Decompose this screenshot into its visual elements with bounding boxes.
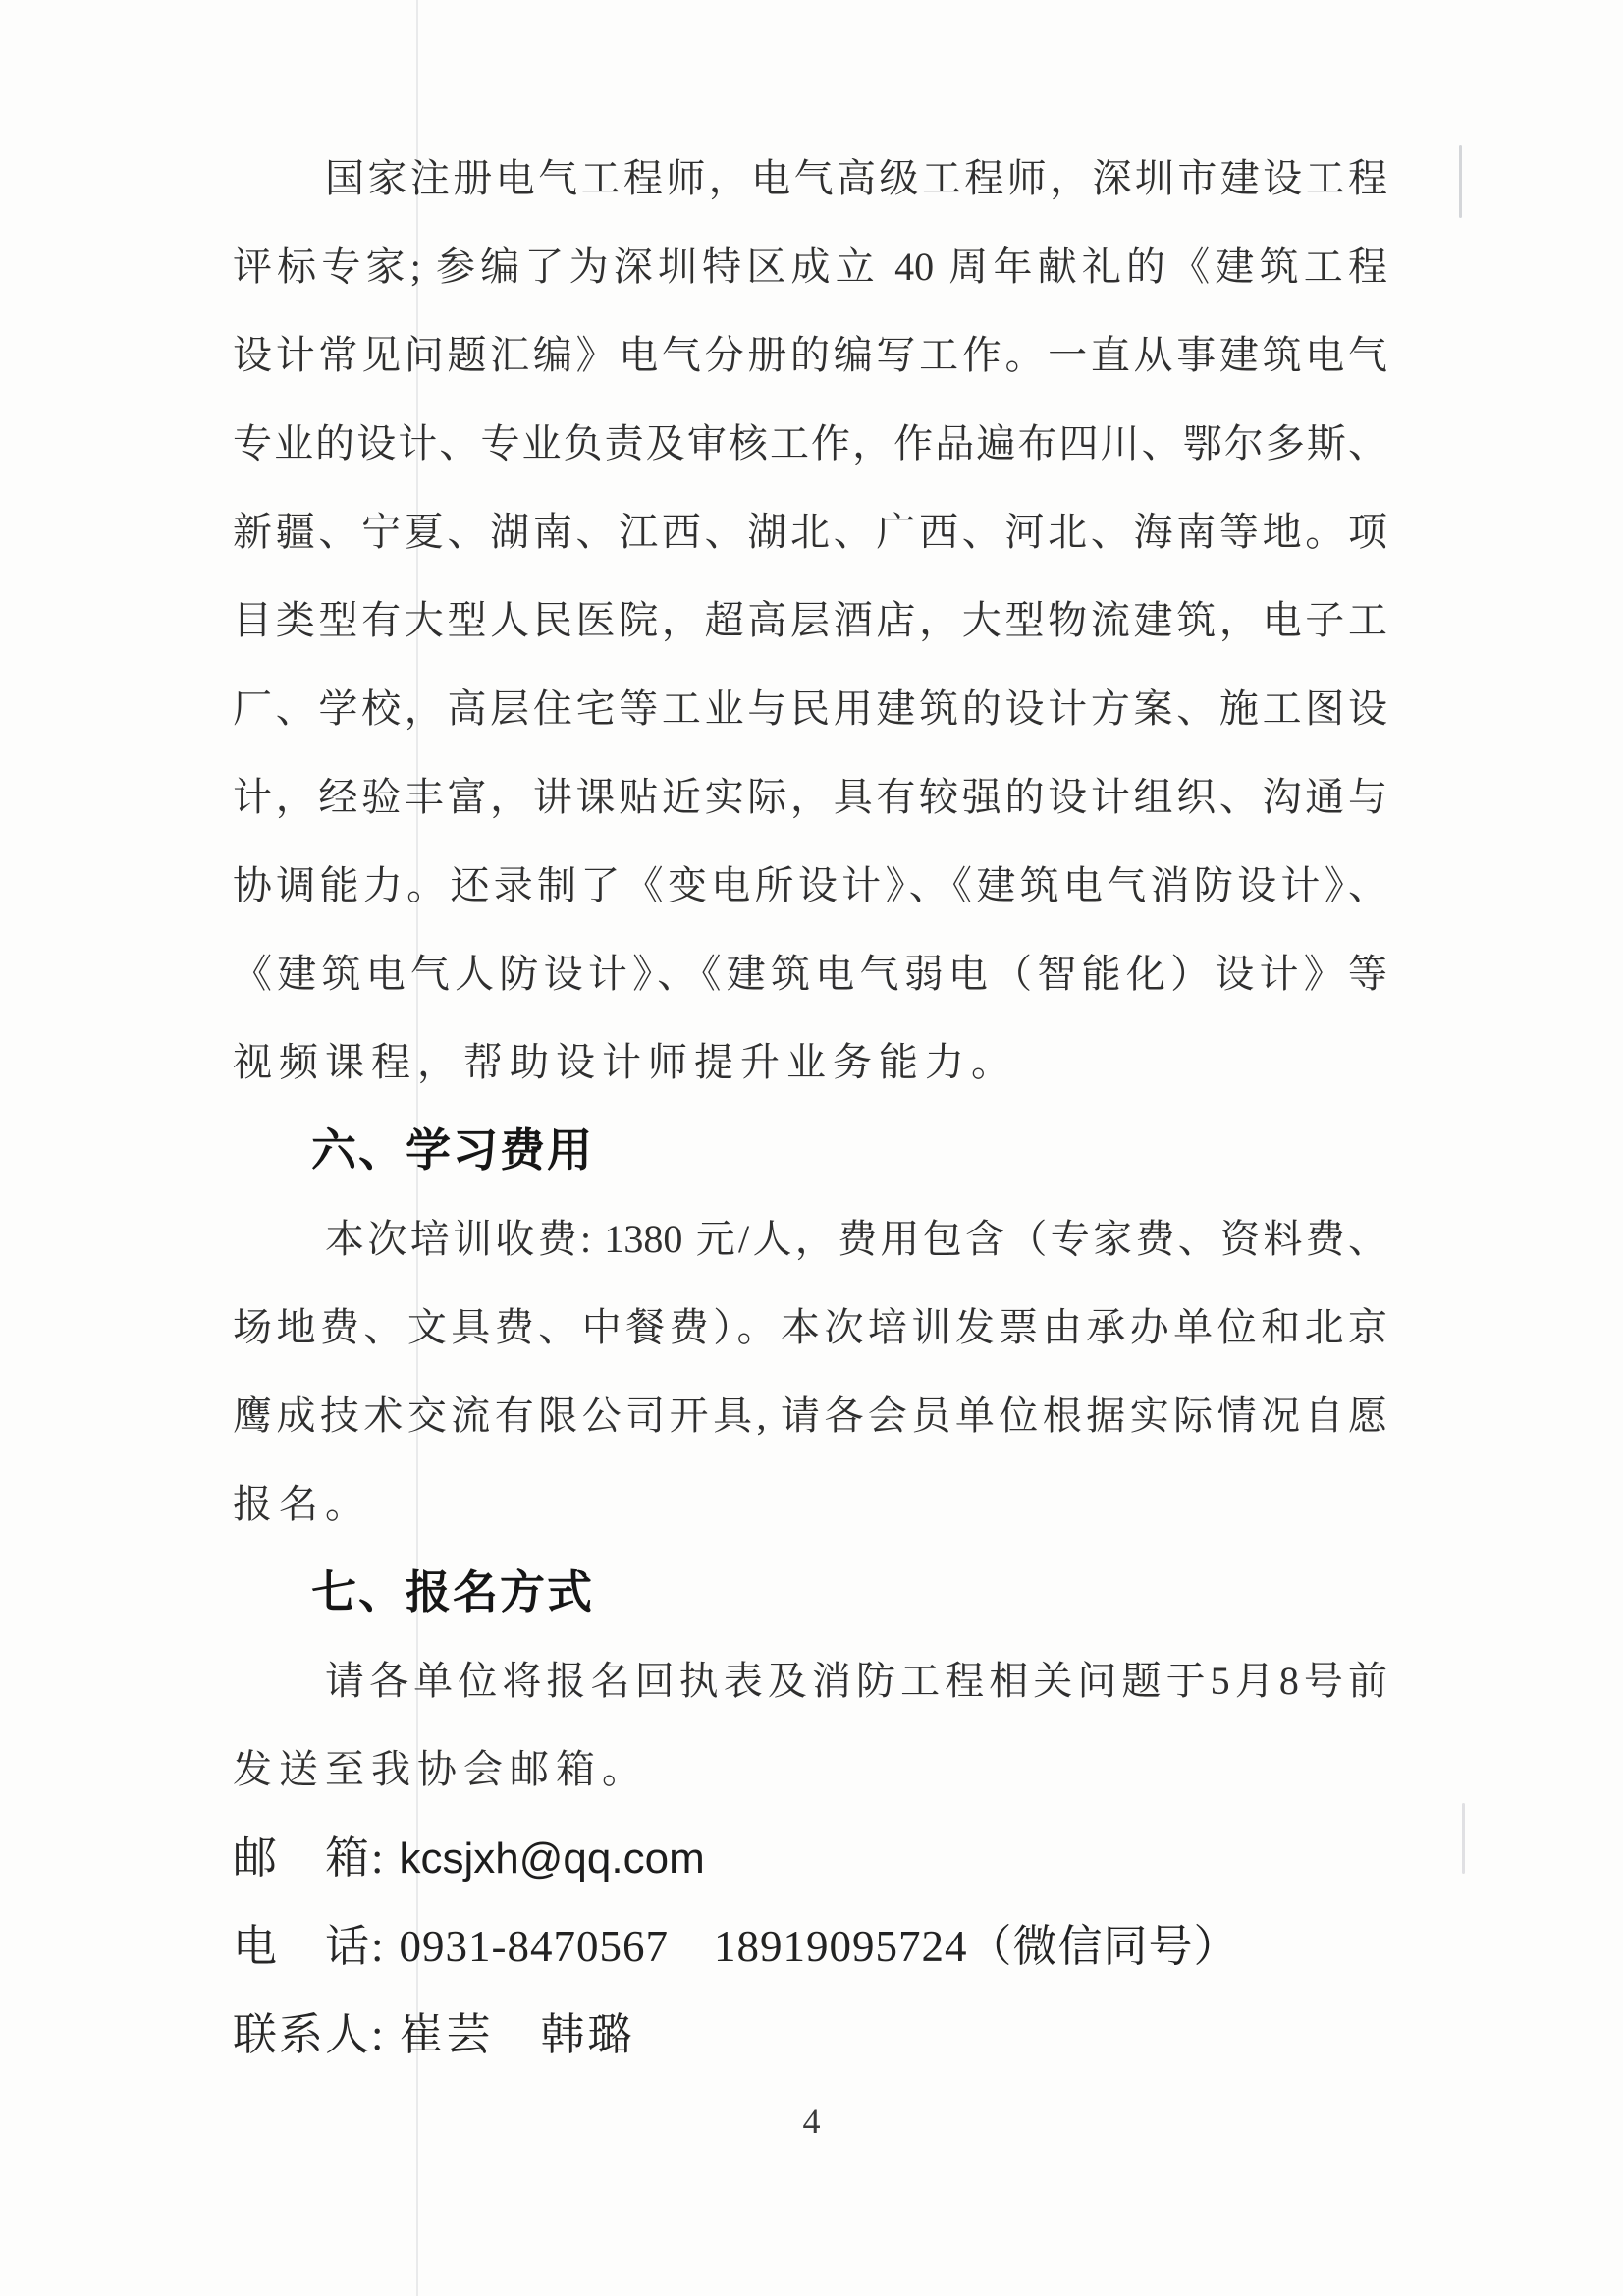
contact-person-row <box>233 1991 1387 2079</box>
paragraph-line: 计，经验丰富，讲课贴近实际，具有较强的设计组织、沟通与 <box>233 775 1387 819</box>
paragraph-line: 本次培训收费: 1380 元/人，费用包含（专家费、资料费、 <box>325 1217 1387 1261</box>
paragraph-line: 专业的设计、专业负责及审核工作，作品遍布四川、鄂尔多斯、 <box>233 421 1387 465</box>
fees-paragraph <box>233 1195 1387 1549</box>
registration-paragraph <box>233 1637 1387 1814</box>
paragraph-line: 发送至我协会邮箱。 <box>233 1747 648 1791</box>
paragraph-line: 目类型有大型人民医院，超高层酒店，大型物流建筑，电子工 <box>233 598 1387 642</box>
section-heading-registration: 七、报名方式 <box>311 1567 594 1617</box>
person-value: 崔芸 韩璐 <box>399 2010 635 2059</box>
scan-artifact-top-right <box>1459 145 1462 218</box>
email-label: 邮 箱: <box>233 1833 386 1883</box>
paragraph-line: 鹰成技术交流有限公司开具, 请各会员单位根据实际情况自愿 <box>233 1394 1387 1438</box>
contact-block <box>233 1814 1387 2079</box>
phone-label: 电 话: <box>233 1922 386 1971</box>
paragraph-line: 场地费、文具费、中餐费）。本次培训发票由承办单位和北京 <box>233 1305 1387 1349</box>
phone-value: 0931-8470567 18919095724（微信同号） <box>399 1922 1239 1971</box>
contact-phone-row <box>233 1902 1387 1991</box>
section-heading-fees: 六、学习费用 <box>311 1125 594 1175</box>
paragraph-line: 视频课程，帮助设计师提升业务能力。 <box>233 1040 1017 1084</box>
scan-artifact-right <box>1462 1803 1465 1874</box>
paragraph-line: 厂、学校，高层住宅等工业与民用建筑的设计方案、施工图设 <box>233 686 1387 731</box>
paragraph-line: 请各单位将报名回执表及消防工程相关问题于5月8号前 <box>325 1659 1387 1703</box>
paragraph-line: 报名。 <box>233 1482 371 1526</box>
contact-email-row <box>233 1814 1387 1902</box>
paragraph-line: 《建筑电气人防设计》、《建筑电气弱电（智能化）设计》等 <box>233 952 1387 996</box>
paragraph-line: 国家注册电气工程师，电气高级工程师，深圳市建设工程 <box>325 156 1387 200</box>
paragraph-line: 设计常见问题汇编》电气分册的编写工作。一直从事建筑电气 <box>233 333 1387 377</box>
page-number: 4 <box>802 2102 821 2141</box>
email-value: kcsjxh@qq.com <box>399 1834 705 1883</box>
lecturer-bio-paragraph <box>233 135 1387 1107</box>
paragraph-line: 评标专家; 参编了为深圳特区成立 40 周年献礼的《建筑工程 <box>233 245 1387 289</box>
person-label: 联系人: <box>233 2010 386 2059</box>
paragraph-line: 协调能力。还录制了《变电所设计》、《建筑电气消防设计》、 <box>233 863 1387 907</box>
document-body <box>233 135 1387 2079</box>
paragraph-line: 新疆、宁夏、湖南、江西、湖北、广西、河北、海南等地。项 <box>233 510 1387 554</box>
